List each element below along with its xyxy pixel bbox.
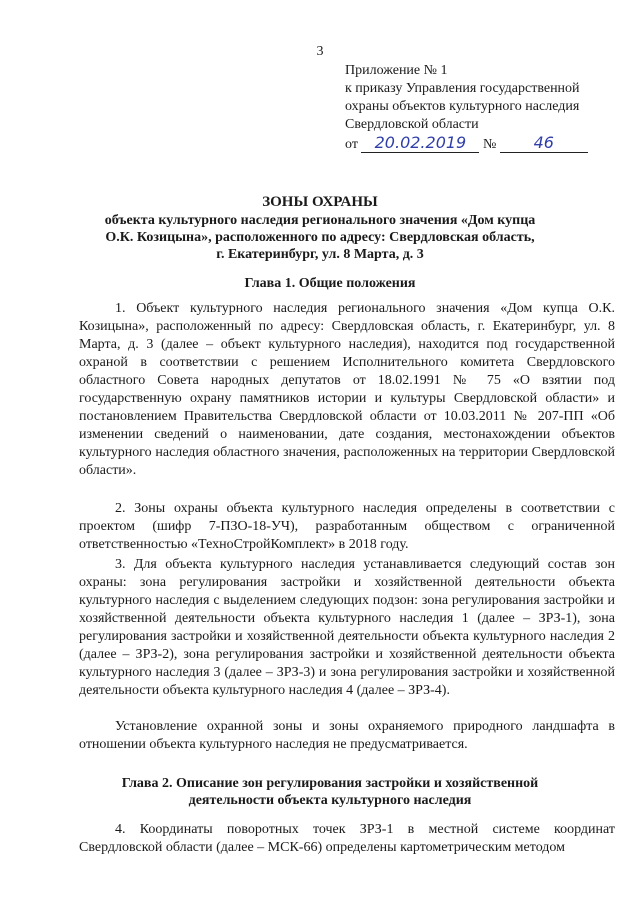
chapter-1-heading: Глава 1. Общие положения (244, 276, 416, 291)
page-number: 3 (316, 44, 324, 59)
subtitle-line-1: объекта культурного наследия регионального значения «Дом купца (104, 213, 536, 228)
from-label: от (345, 137, 358, 152)
paragraph-2: 2. Зоны охраны объекта культурного наследия определены в соответствии с проектом (шифр 7-ПЗО-18-УЧ), разработанным обществом с ограниченной ответственностью «ТехноСтройКомплект» в 2018 году. (79, 501, 615, 552)
appendix-line-4: Свердловской области (345, 117, 479, 132)
paragraph-4: 4. Координаты поворотных точек ЗРЗ-1 в местной системе координат Свердловской области (далее – МСК-66) определены картометрическим методом (79, 822, 615, 855)
chapter-2-heading-line-2: деятельности объекта культурного наследия (188, 793, 472, 808)
appendix-block (345, 62, 635, 154)
appendix-line-3: охраны объектов культурного наследия (345, 99, 580, 114)
subtitle-line-3: г. Екатеринбург, ул. 8 Марта, д. 3 (216, 247, 424, 262)
handwritten-number: 46 (500, 134, 588, 153)
paragraph-1: 1. Объект культурного наследия регионального значения «Дом купца О.К. Козицына», расположенный по адресу: Свердловская область, г. Екатеринбург, ул. 8 Марта, д. 3 (далее – объект культурного наследия), находится под государственной охраной в соответствии с решением Исполнительного комитета Свердловского областного Совета народных депутатов от 18.02.1991 № 75 «О взятии под государственную охрану памятников истории и культуры Свердловской области» и постановлением Правительства Свердловской области от 10.03.2011 № 207-ПП «Об изменении сведений о наименовании, дате создания, местонахождении объектов культурного наследия областного значения, расположенных на территории Свердловской области». (79, 301, 615, 478)
handwritten-date: 20.02.2019 (361, 134, 479, 153)
chapter-2-heading (70, 775, 590, 809)
subtitle-line-2: О.К. Козицына», расположенного по адресу: Свердловская область, (105, 230, 535, 245)
chapter-2-heading-line-1: Глава 2. Описание зон регулирования застройки и хозяйственной (121, 776, 539, 791)
paragraph-protection-zone: Установление охранной зоны и зоны охраняемого природного ландшафта в отношении объекта культурного наследия не предусматривается. (79, 719, 615, 752)
paragraph-3: 3. Для объекта культурного наследия устанавливается следующий состав зон охраны: зона регулирования застройки и хозяйственной деятельности объекта культурного наследия с выделением следующих подзон: зона регулирования застройки и хозяйственной деятельности объекта культурного наследия 1 (далее – ЗРЗ-1), зона регулирования застройки и хозяйственной деятельности объекта культурного наследия 2 (далее – ЗРЗ-2), зона регулирования застройки и хозяйственной деятельности объекта культурного наследия 3 (далее – ЗРЗ-3) и зона регулирования застройки и хозяйственной деятельности объекта культурного наследия 4 (далее – ЗРЗ-4). (79, 557, 615, 698)
document-subtitle (0, 212, 640, 263)
document-title: ЗОНЫ ОХРАНЫ (262, 194, 378, 210)
appendix-line-1: Приложение № 1 (345, 63, 448, 78)
number-label: № (482, 137, 497, 152)
appendix-line-2: к приказу Управления государственной (345, 81, 580, 96)
appendix-date-line (345, 134, 635, 154)
